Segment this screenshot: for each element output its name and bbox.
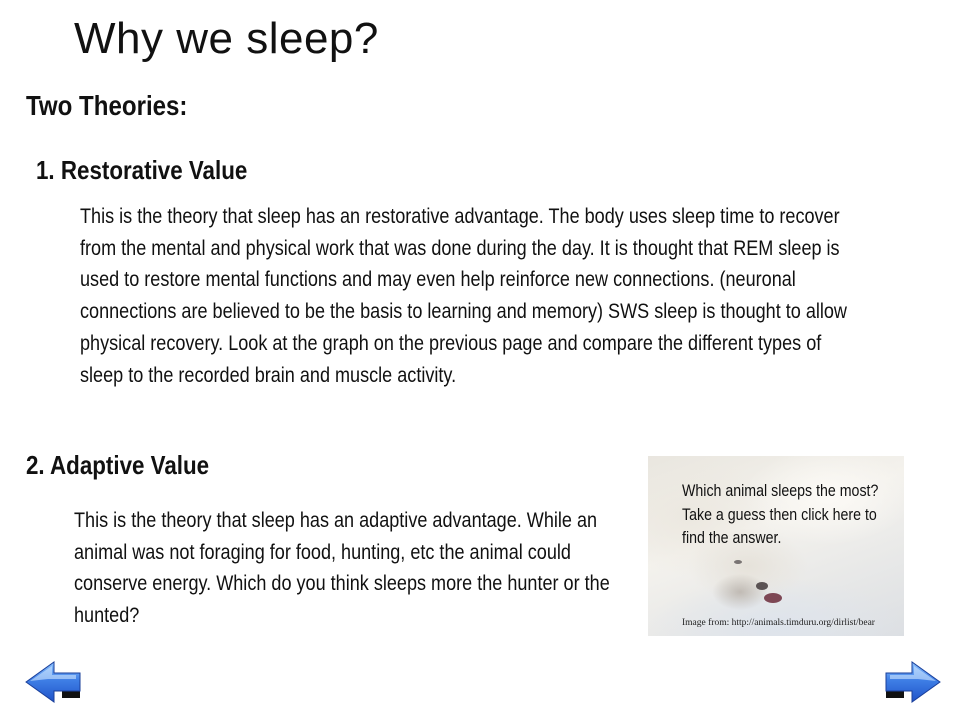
section-text-restorative: This is the theory that sleep has an restorative advantage. The body uses sleep time to recover from the mental and physical work that was done during the day. It is thought that REM sleep is used to restore mental functions and may even help reinforce new connections. (neuronal connections are believed to be the basis to learning and memory) SWS sleep is thought to allow physical recovery. Look at the graph on the previous page and compare the different types of sleep to the recorded brain and muscle activity. — [80, 205, 847, 387]
slide-title: Why we sleep? — [74, 14, 379, 63]
forward-arrow-icon — [880, 660, 942, 704]
polar-bear-photo-link[interactable] — [648, 456, 904, 636]
slide-subtitle: Two Theories: — [26, 90, 188, 121]
back-arrow-icon — [24, 660, 86, 704]
bear-nose — [756, 582, 768, 590]
back-button[interactable] — [24, 660, 86, 704]
section-heading-restorative: 1. Restorative Value — [36, 155, 248, 185]
bear-eye — [734, 560, 742, 564]
photo-caption: Which animal sleeps the most? Take a guess then click here to find the answer. — [682, 482, 879, 548]
image-credit: Image from: http://animals.timduru.org/dirlist/bear — [682, 618, 875, 628]
forward-button[interactable] — [880, 660, 942, 704]
section-heading-adaptive: 2. Adaptive Value — [26, 450, 210, 480]
section-text-adaptive: This is the theory that sleep has an adaptive advantage. While an animal was not foraging for food, hunting, etc the animal could conserve energy. Which do you think sleeps more the hunter or the hunted? — [74, 509, 610, 627]
bear-mouth — [764, 593, 782, 603]
